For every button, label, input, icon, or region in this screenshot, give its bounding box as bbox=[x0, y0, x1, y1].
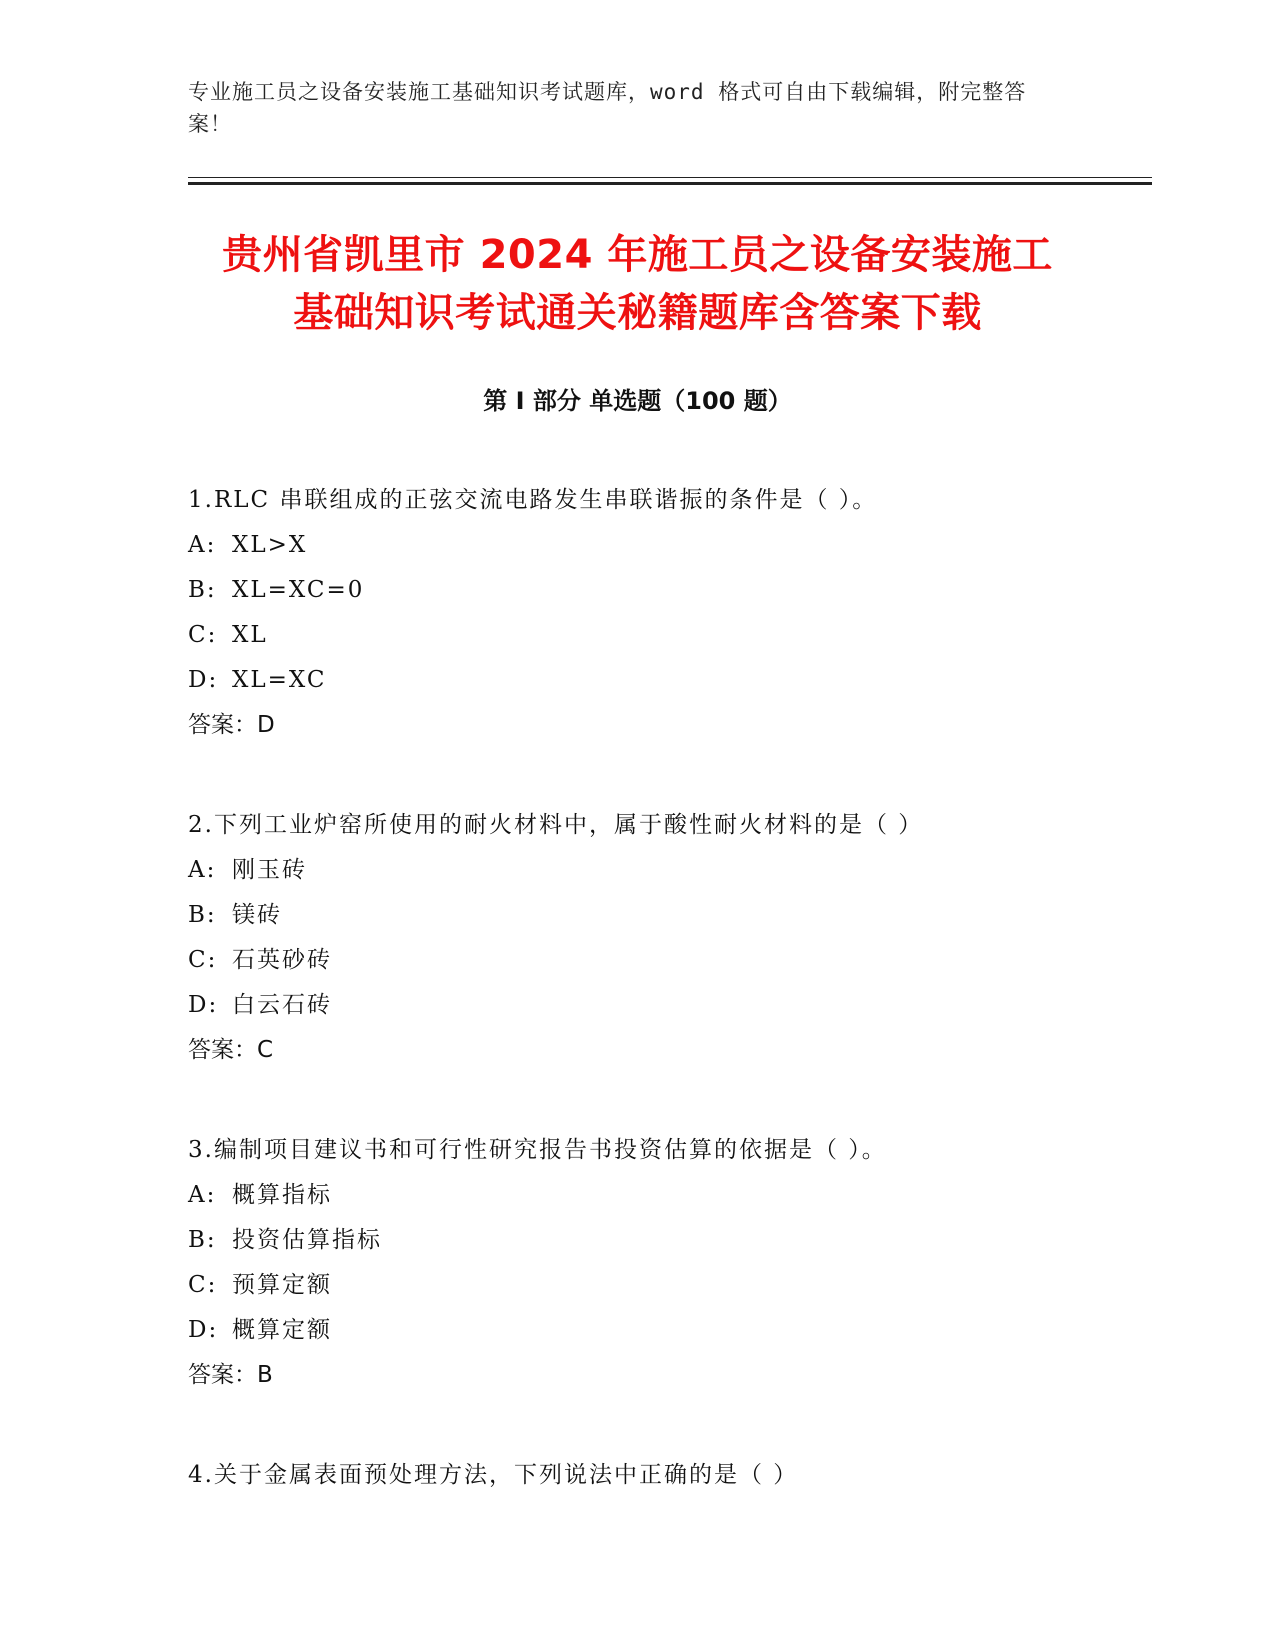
option-text: XL=XC bbox=[232, 667, 327, 693]
header-note: 专业施工员之设备安装施工基础知识考试题库，word 格式可自由下载编辑，附完整答案！ bbox=[188, 80, 1027, 136]
option-text: XL bbox=[232, 622, 268, 648]
answer-label: 答案： bbox=[188, 1362, 257, 1388]
option-letter: A: bbox=[188, 857, 217, 883]
option-line bbox=[188, 848, 1148, 893]
option-letter: B: bbox=[188, 902, 217, 928]
header-divider-thin bbox=[188, 177, 1152, 178]
option-text: 概算指标 bbox=[232, 1182, 332, 1208]
option-line bbox=[188, 568, 1148, 613]
option-letter: C: bbox=[188, 1272, 218, 1298]
option-line bbox=[188, 523, 1148, 568]
option-text: 概算定额 bbox=[232, 1317, 332, 1343]
question-block bbox=[188, 1453, 1148, 1498]
option-letter: D: bbox=[188, 667, 219, 693]
option-text: 投资估算指标 bbox=[232, 1227, 382, 1253]
option-line bbox=[188, 983, 1148, 1028]
answer-value: B bbox=[257, 1362, 273, 1388]
title-line-1: 贵州省凯里市 2024 年施工员之设备安装施工 bbox=[222, 232, 1053, 278]
answer-line bbox=[188, 1028, 1148, 1073]
answer-value: C bbox=[257, 1037, 274, 1063]
option-line bbox=[188, 938, 1148, 983]
title-line-2: 基础知识考试通关秘籍题库含答案下载 bbox=[293, 290, 982, 336]
question-stem: 1.RLC 串联组成的正弦交流电路发生串联谐振的条件是（ ）。 bbox=[188, 487, 878, 513]
question-stem: 3.编制项目建议书和可行性研究报告书投资估算的依据是（ ）。 bbox=[188, 1137, 887, 1163]
section-title: 第 I 部分 单选题（100 题） bbox=[483, 387, 792, 415]
option-letter: D: bbox=[188, 992, 219, 1018]
question-stem: 2.下列工业炉窑所使用的耐火材料中，属于酸性耐火材料的是（ ） bbox=[188, 812, 924, 838]
answer-line bbox=[188, 703, 1148, 748]
option-letter: C: bbox=[188, 622, 218, 648]
option-line bbox=[188, 1263, 1148, 1308]
option-line bbox=[188, 658, 1148, 703]
document-title bbox=[150, 226, 1125, 342]
answer-label: 答案： bbox=[188, 712, 257, 738]
option-letter: C: bbox=[188, 947, 218, 973]
option-text: 白云石砖 bbox=[232, 992, 332, 1018]
question-block bbox=[188, 803, 1148, 1073]
option-line bbox=[188, 1218, 1148, 1263]
option-text: 石英砂砖 bbox=[232, 947, 332, 973]
option-letter: B: bbox=[188, 1227, 217, 1253]
option-line bbox=[188, 1308, 1148, 1353]
option-text: 刚玉砖 bbox=[232, 857, 307, 883]
question-stem: 4.关于金属表面预处理方法，下列说法中正确的是（ ） bbox=[188, 1462, 799, 1488]
question-block bbox=[188, 478, 1148, 748]
option-line bbox=[188, 1173, 1148, 1218]
header-divider-thick bbox=[188, 182, 1152, 185]
option-letter: A: bbox=[188, 1182, 217, 1208]
answer-value: D bbox=[257, 712, 275, 738]
answer-label: 答案： bbox=[188, 1037, 257, 1063]
question-block bbox=[188, 1128, 1148, 1398]
option-text: 镁砖 bbox=[232, 902, 282, 928]
answer-line bbox=[188, 1353, 1148, 1398]
option-letter: D: bbox=[188, 1317, 219, 1343]
option-line bbox=[188, 893, 1148, 938]
option-text: 预算定额 bbox=[232, 1272, 332, 1298]
option-letter: B: bbox=[188, 577, 217, 603]
option-line bbox=[188, 613, 1148, 658]
option-text: XL=XC=0 bbox=[232, 577, 365, 603]
option-text: XL>X bbox=[232, 532, 308, 558]
question-list bbox=[188, 478, 1148, 1553]
option-letter: A: bbox=[188, 532, 217, 558]
